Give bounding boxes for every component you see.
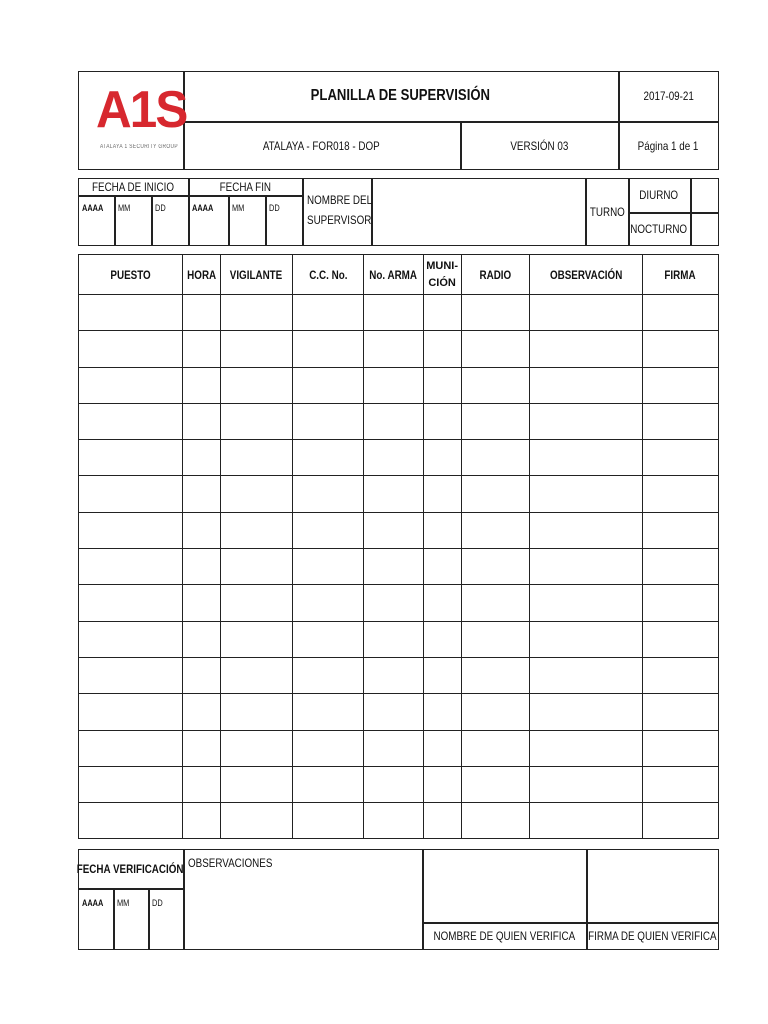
cell-observacion[interactable] xyxy=(530,549,643,585)
cell-hora[interactable] xyxy=(183,766,221,802)
cell-puesto[interactable] xyxy=(79,803,183,839)
cell-municion[interactable] xyxy=(423,585,461,621)
col-radio: RADIO xyxy=(461,255,529,295)
turno-label: TURNO xyxy=(589,205,625,219)
cell-municion[interactable] xyxy=(423,621,461,657)
cell-vigilante[interactable] xyxy=(221,295,293,331)
cell-radio[interactable] xyxy=(461,512,529,548)
document-date: 2017-09-21 xyxy=(643,89,694,103)
cell-radio[interactable] xyxy=(461,367,529,403)
cell-firma[interactable] xyxy=(642,403,718,439)
page-number: Página 1 de 1 xyxy=(638,138,699,153)
cell-observacion[interactable] xyxy=(530,295,643,331)
cell-radio[interactable] xyxy=(461,585,529,621)
diurno-label: DIURNO xyxy=(639,188,679,202)
nombre-verifica-field[interactable] xyxy=(424,851,585,921)
cell-firma[interactable] xyxy=(642,512,718,548)
cell-firma[interactable] xyxy=(642,440,718,476)
cell-cc-no[interactable] xyxy=(292,621,364,657)
verif-aaaa-label: AAAA xyxy=(82,898,104,908)
cell-radio[interactable] xyxy=(461,730,529,766)
cell-municion[interactable] xyxy=(423,512,461,548)
cell-vigilante[interactable] xyxy=(221,440,293,476)
inicio-aaaa-label: AAAA xyxy=(82,203,104,213)
cell-observacion[interactable] xyxy=(530,766,643,802)
cell-radio[interactable] xyxy=(461,549,529,585)
cell-firma[interactable] xyxy=(642,549,718,585)
col-cc-no: C.C. No. xyxy=(292,255,364,295)
cell-observacion[interactable] xyxy=(530,440,643,476)
fin-mm-field[interactable] xyxy=(230,212,264,245)
cell-hora[interactable] xyxy=(183,476,221,512)
verif-dd-field[interactable] xyxy=(150,910,182,948)
cell-firma[interactable] xyxy=(642,621,718,657)
col-puesto: PUESTO xyxy=(79,255,183,295)
fin-aaaa-field[interactable] xyxy=(190,212,227,245)
cell-puesto[interactable] xyxy=(79,730,183,766)
cell-cc-no[interactable] xyxy=(292,295,364,331)
cell-no-arma[interactable] xyxy=(364,512,423,548)
fin-dd-label: DD xyxy=(269,203,280,213)
firma-verifica-field[interactable] xyxy=(588,851,718,921)
cell-no-arma[interactable] xyxy=(364,657,423,693)
divider xyxy=(302,178,304,246)
cell-puesto[interactable] xyxy=(79,585,183,621)
table-row xyxy=(79,585,719,621)
inicio-mm-field[interactable] xyxy=(116,212,150,245)
cell-firma[interactable] xyxy=(642,367,718,403)
observaciones-field[interactable] xyxy=(186,874,420,948)
cell-cc-no[interactable] xyxy=(292,367,364,403)
cell-hora[interactable] xyxy=(183,585,221,621)
inicio-mm-label: MM xyxy=(118,203,131,213)
cell-cc-no[interactable] xyxy=(292,549,364,585)
observaciones-label: OBSERVACIONES xyxy=(188,856,273,870)
cell-vigilante[interactable] xyxy=(221,657,293,693)
fin-mm-label: MM xyxy=(232,203,245,213)
supervisor-name-field[interactable] xyxy=(373,180,584,244)
cell-municion[interactable] xyxy=(423,694,461,730)
fin-dd-field[interactable] xyxy=(267,212,301,245)
cell-hora[interactable] xyxy=(183,512,221,548)
table-row xyxy=(79,403,719,439)
cell-firma[interactable] xyxy=(642,331,718,367)
cell-municion[interactable] xyxy=(423,730,461,766)
cell-puesto[interactable] xyxy=(79,657,183,693)
cell-municion[interactable] xyxy=(423,403,461,439)
table-row xyxy=(79,331,719,367)
cell-vigilante[interactable] xyxy=(221,367,293,403)
cell-no-arma[interactable] xyxy=(364,476,423,512)
cell-municion[interactable] xyxy=(423,766,461,802)
cell-observacion[interactable] xyxy=(530,512,643,548)
cell-firma[interactable] xyxy=(642,766,718,802)
table-row xyxy=(79,476,719,512)
cell-observacion[interactable] xyxy=(530,803,643,839)
cell-vigilante[interactable] xyxy=(221,694,293,730)
cell-no-arma[interactable] xyxy=(364,803,423,839)
cell-radio[interactable] xyxy=(461,440,529,476)
cell-cc-no[interactable] xyxy=(292,331,364,367)
table-row xyxy=(79,512,719,548)
table-row xyxy=(79,694,719,730)
col-observacion: OBSERVACIÓN xyxy=(530,255,643,295)
cell-puesto[interactable] xyxy=(79,440,183,476)
fecha-inicio-label: FECHA DE INICIO xyxy=(91,179,174,194)
cell-radio[interactable] xyxy=(461,295,529,331)
cell-puesto[interactable] xyxy=(79,295,183,331)
cell-vigilante[interactable] xyxy=(221,403,293,439)
table-row xyxy=(79,367,719,403)
inicio-dd-label: DD xyxy=(155,203,166,213)
version-label: VERSIÓN 03 xyxy=(510,138,568,153)
cell-puesto[interactable] xyxy=(79,621,183,657)
cell-puesto[interactable] xyxy=(79,476,183,512)
cell-radio[interactable] xyxy=(461,803,529,839)
cell-municion[interactable] xyxy=(423,549,461,585)
cell-firma[interactable] xyxy=(642,694,718,730)
cell-no-arma[interactable] xyxy=(364,766,423,802)
cell-observacion[interactable] xyxy=(530,367,643,403)
cell-firma[interactable] xyxy=(642,295,718,331)
cell-puesto[interactable] xyxy=(79,766,183,802)
cell-cc-no[interactable] xyxy=(292,766,364,802)
cell-hora[interactable] xyxy=(183,367,221,403)
cell-hora[interactable] xyxy=(183,621,221,657)
divider xyxy=(78,888,183,890)
table-row xyxy=(79,621,719,657)
table-row xyxy=(79,549,719,585)
col-municion: MUNI- CIÓN xyxy=(423,255,461,295)
cell-puesto[interactable] xyxy=(79,549,183,585)
cell-observacion[interactable] xyxy=(530,403,643,439)
verif-mm-field[interactable] xyxy=(115,910,147,948)
firma-verifica-label: FIRMA DE QUIEN VERIFICA xyxy=(588,929,717,943)
inicio-dd-field[interactable] xyxy=(152,212,188,245)
cell-no-arma[interactable] xyxy=(364,440,423,476)
table-row xyxy=(79,803,719,839)
cell-puesto[interactable] xyxy=(79,512,183,548)
cell-radio[interactable] xyxy=(461,766,529,802)
verif-mm-label: MM xyxy=(117,898,130,908)
table-row xyxy=(79,295,719,331)
table-row xyxy=(79,657,719,693)
cell-vigilante[interactable] xyxy=(221,512,293,548)
cell-puesto[interactable] xyxy=(79,694,183,730)
cell-radio[interactable] xyxy=(461,403,529,439)
cell-municion[interactable] xyxy=(423,803,461,839)
supervisor-label-line1: NOMBRE DEL xyxy=(307,193,373,207)
fecha-fin-label: FECHA FIN xyxy=(219,179,271,194)
cell-no-arma[interactable] xyxy=(364,295,423,331)
fecha-verificacion-label: FECHA VERIFICACIÓN xyxy=(77,861,184,876)
cell-hora[interactable] xyxy=(183,295,221,331)
page-title: PLANILLA DE SUPERVISIÓN xyxy=(310,87,491,104)
company-logo-tagline: ATALAYA 1 SECURITY GROUP xyxy=(100,144,178,150)
cell-vigilante[interactable] xyxy=(221,331,293,367)
cell-cc-no[interactable] xyxy=(292,803,364,839)
company-logo: A1S xyxy=(96,81,187,139)
cell-observacion[interactable] xyxy=(530,476,643,512)
cell-hora[interactable] xyxy=(183,440,221,476)
cell-vigilante[interactable] xyxy=(221,803,293,839)
cell-municion[interactable] xyxy=(423,367,461,403)
col-firma: FIRMA xyxy=(642,255,718,295)
fin-aaaa-label: AAAA xyxy=(192,203,214,213)
cell-vigilante[interactable] xyxy=(221,730,293,766)
cell-vigilante[interactable] xyxy=(221,766,293,802)
cell-radio[interactable] xyxy=(461,694,529,730)
cell-hora[interactable] xyxy=(183,694,221,730)
cell-puesto[interactable] xyxy=(79,331,183,367)
cell-hora[interactable] xyxy=(183,657,221,693)
cell-no-arma[interactable] xyxy=(364,585,423,621)
supervision-table xyxy=(78,254,719,839)
diurno-checkbox[interactable] xyxy=(692,180,718,211)
cell-no-arma[interactable] xyxy=(364,694,423,730)
cell-puesto[interactable] xyxy=(79,367,183,403)
cell-municion[interactable] xyxy=(423,657,461,693)
verif-dd-label: DD xyxy=(152,898,163,908)
cell-vigilante[interactable] xyxy=(221,549,293,585)
supervisor-label-line2: SUPERVISOR xyxy=(307,213,372,227)
verif-aaaa-field[interactable] xyxy=(80,910,112,948)
nocturno-checkbox[interactable] xyxy=(692,214,718,245)
cell-firma[interactable] xyxy=(642,476,718,512)
cell-cc-no[interactable] xyxy=(292,694,364,730)
table-header-row xyxy=(79,255,719,295)
cell-observacion[interactable] xyxy=(530,331,643,367)
nocturno-label: NOCTURNO xyxy=(630,222,688,236)
cell-observacion[interactable] xyxy=(530,730,643,766)
cell-no-arma[interactable] xyxy=(364,730,423,766)
cell-no-arma[interactable] xyxy=(364,331,423,367)
cell-firma[interactable] xyxy=(642,657,718,693)
cell-no-arma[interactable] xyxy=(364,621,423,657)
cell-municion[interactable] xyxy=(423,331,461,367)
cell-no-arma[interactable] xyxy=(364,549,423,585)
table-row xyxy=(79,766,719,802)
cell-hora[interactable] xyxy=(183,331,221,367)
table-row xyxy=(79,440,719,476)
cell-firma[interactable] xyxy=(642,585,718,621)
cell-no-arma[interactable] xyxy=(364,367,423,403)
form-code: ATALAYA - FOR018 - DOP xyxy=(263,138,380,153)
table-row xyxy=(79,730,719,766)
cell-hora[interactable] xyxy=(183,730,221,766)
cell-hora[interactable] xyxy=(183,549,221,585)
cell-radio[interactable] xyxy=(461,331,529,367)
cell-vigilante[interactable] xyxy=(221,621,293,657)
cell-cc-no[interactable] xyxy=(292,657,364,693)
cell-observacion[interactable] xyxy=(530,657,643,693)
cell-firma[interactable] xyxy=(642,803,718,839)
cell-cc-no[interactable] xyxy=(292,403,364,439)
cell-observacion[interactable] xyxy=(530,621,643,657)
cell-vigilante[interactable] xyxy=(221,585,293,621)
cell-municion[interactable] xyxy=(423,440,461,476)
cell-cc-no[interactable] xyxy=(292,440,364,476)
cell-puesto[interactable] xyxy=(79,403,183,439)
cell-no-arma[interactable] xyxy=(364,403,423,439)
cell-municion[interactable] xyxy=(423,476,461,512)
divider xyxy=(78,195,302,197)
cell-municion[interactable] xyxy=(423,295,461,331)
cell-radio[interactable] xyxy=(461,657,529,693)
cell-firma[interactable] xyxy=(642,730,718,766)
cell-observacion[interactable] xyxy=(530,694,643,730)
col-vigilante: VIGILANTE xyxy=(221,255,293,295)
cell-radio[interactable] xyxy=(461,476,529,512)
cell-observacion[interactable] xyxy=(530,585,643,621)
cell-cc-no[interactable] xyxy=(292,730,364,766)
nombre-verifica-label: NOMBRE DE QUIEN VERIFICA xyxy=(433,929,575,943)
cell-vigilante[interactable] xyxy=(221,476,293,512)
cell-cc-no[interactable] xyxy=(292,585,364,621)
cell-hora[interactable] xyxy=(183,803,221,839)
cell-cc-no[interactable] xyxy=(292,512,364,548)
col-no-arma: No. ARMA xyxy=(364,255,423,295)
cell-radio[interactable] xyxy=(461,621,529,657)
cell-cc-no[interactable] xyxy=(292,476,364,512)
cell-hora[interactable] xyxy=(183,403,221,439)
inicio-aaaa-field[interactable] xyxy=(80,212,113,245)
col-hora: HORA xyxy=(183,255,221,295)
